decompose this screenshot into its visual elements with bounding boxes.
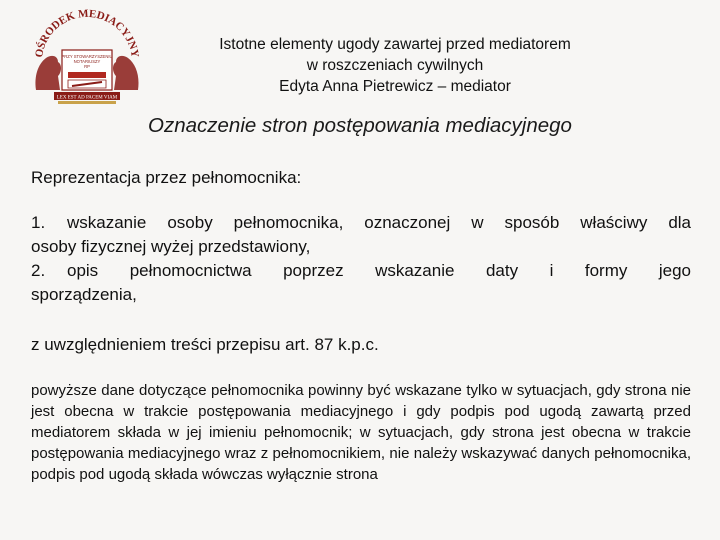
header-line-2: w roszczeniach cywilnych	[306, 57, 484, 74]
list-item-line: opis pełnomocnictwa poprzez wskazanie daty i formy jego	[67, 261, 691, 280]
list-item	[31, 259, 691, 283]
crest-stripe-icon	[68, 72, 106, 78]
body-paragraph: powyższe dane dotyczące pełnomocnika powinny być wskazane tylko w sytuacjach, gdy strona nie jest obecna w trakcie postępowania mediacyjnego i gdy podpis pod ugodą zawartą przed mediatorem składa w jej imieniu pełnomocnik; w sytuacjach, gdy strona jest obecna w trakcie postępowania mediacyjnego wraz z pełnomocnikiem, nie należy wskazywać danych pełnomocnika, podpis pod ugodą składa wówczas wyłącznie strona	[31, 382, 691, 483]
list-number: 1.	[31, 213, 46, 232]
list-item-line: sporządzenia,	[31, 285, 137, 304]
header-line-1: Istotne elementy ugody zawartej przed mediatorem	[219, 36, 571, 53]
numbered-list	[31, 211, 691, 307]
list-item-line: wskazanie osoby pełnomocnika, oznaczonej w sposób właściwy dla	[67, 213, 691, 232]
logo-arc-text: OŚRODEK MEDIACYJNY	[33, 7, 141, 59]
svg-text:NOTARIUSZY: NOTARIUSZY	[73, 59, 101, 64]
svg-text:PRZY STOWARZYSZENIU: PRZY STOWARZYSZENIU	[61, 54, 113, 59]
list-number: 2.	[31, 261, 46, 280]
legal-reference-note: z uwzględnieniem treści przepisu art. 87 k.p.c.	[31, 335, 379, 354]
left-lion-icon	[35, 56, 61, 90]
list-item	[31, 211, 691, 235]
right-lion-icon	[113, 56, 139, 90]
list-item-line: osoby fizycznej wyżej przedstawiony,	[31, 237, 311, 256]
mediation-center-logo	[28, 6, 146, 110]
slide-title: Oznaczenie stron postępowania mediacyjnego	[148, 114, 572, 137]
header-line-3: Edyta Anna Pietrewicz – mediator	[279, 78, 511, 95]
svg-text:RP: RP	[84, 64, 90, 69]
presentation-header	[160, 34, 630, 97]
intro-text: Reprezentacja przez pełnomocnika:	[31, 168, 302, 187]
svg-text:LEX EST AD PACEM VIAM: LEX EST AD PACEM VIAM	[56, 95, 118, 101]
